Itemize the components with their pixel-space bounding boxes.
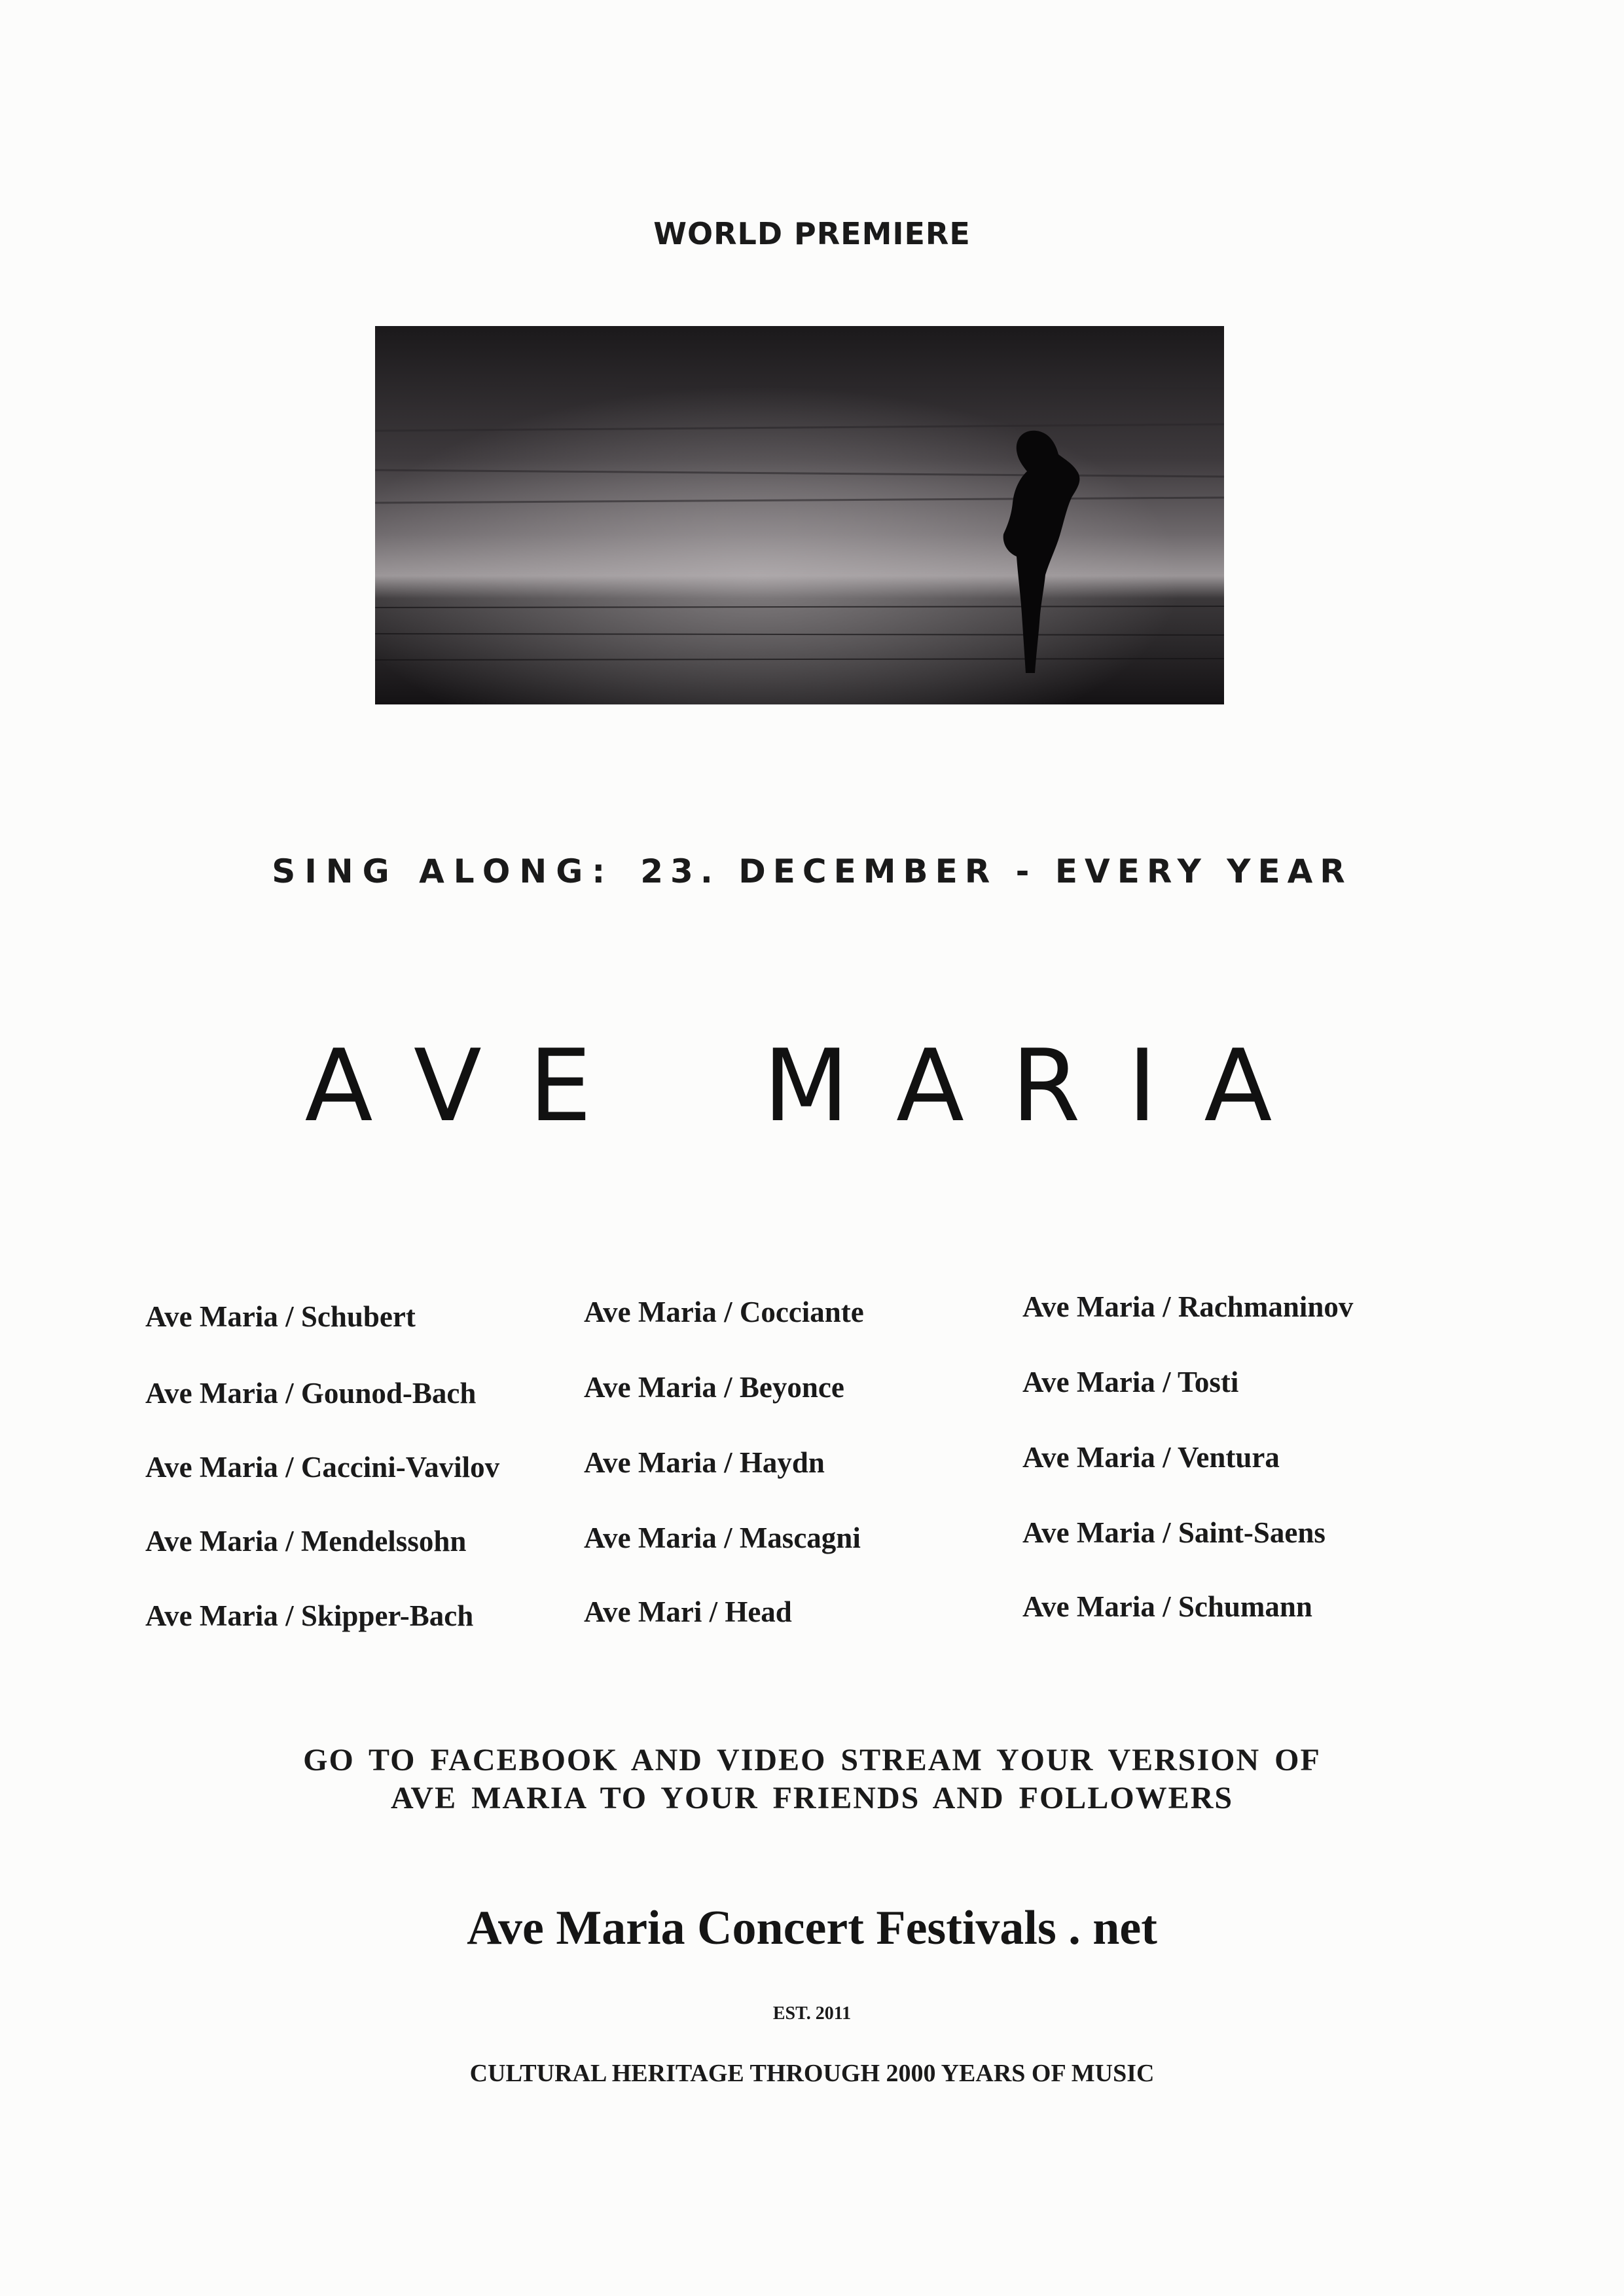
works-column-1 [145, 1300, 564, 1692]
work-item: Ave Maria / Gounod-Bach [145, 1377, 477, 1410]
work-item: Ave Maria / Rachmaninov [1022, 1290, 1354, 1323]
work-item: Ave Maria / Caccini-Vavilov [145, 1451, 500, 1484]
work-item: Ave Maria / Schumann [1022, 1590, 1312, 1623]
call-to-action [0, 1741, 1624, 1817]
world-premiere-heading: WORLD PREMIERE [653, 216, 971, 251]
work-item: Ave Maria / Ventura [1022, 1441, 1280, 1474]
established-year: EST. 2011 [772, 2003, 852, 2024]
work-item: Ave Maria / Haydn [584, 1446, 825, 1479]
silhouette-photo-graphic [375, 326, 1224, 704]
tagline: CULTURAL HERITAGE THROUGH 2000 YEARS OF MUSIC [469, 2060, 1155, 2087]
silhouette-photo [375, 326, 1224, 704]
work-item: Ave Maria / Cocciante [584, 1296, 864, 1328]
call-to-action-line-1: GO TO FACEBOOK AND VIDEO STREAM YOUR VERSION OF [303, 1743, 1321, 1777]
festival-site-name: Ave Maria Concert Festivals . net [467, 1901, 1157, 1955]
work-item: Ave Maria / Saint-Saens [1022, 1516, 1326, 1549]
sing-along-label: SING ALONG: [272, 852, 615, 890]
call-to-action-line-2: AVE MARIA TO YOUR FRIENDS AND FOLLOWERS [390, 1781, 1234, 1815]
ave-maria-title [0, 1028, 1624, 1144]
works-column-3 [1022, 1290, 1468, 1683]
title-word-ave: AVE [304, 1028, 639, 1144]
work-item: Ave Maria / Schubert [145, 1300, 416, 1333]
work-item: Ave Maria / Beyonce [584, 1371, 844, 1404]
work-item: Ave Maria / Skipper-Bach [145, 1599, 474, 1632]
work-item: Ave Maria / Mascagni [584, 1522, 861, 1554]
sing-along-date: 23. DECEMBER - EVERY YEAR [640, 852, 1352, 890]
works-column-2 [584, 1295, 1003, 1688]
title-word-maria: MARIA [763, 1028, 1320, 1144]
sing-along-line [0, 852, 1624, 890]
work-item: Ave Mari / Head [584, 1595, 792, 1628]
work-item: Ave Maria / Tosti [1022, 1366, 1239, 1398]
work-item: Ave Maria / Mendelssohn [145, 1525, 467, 1558]
